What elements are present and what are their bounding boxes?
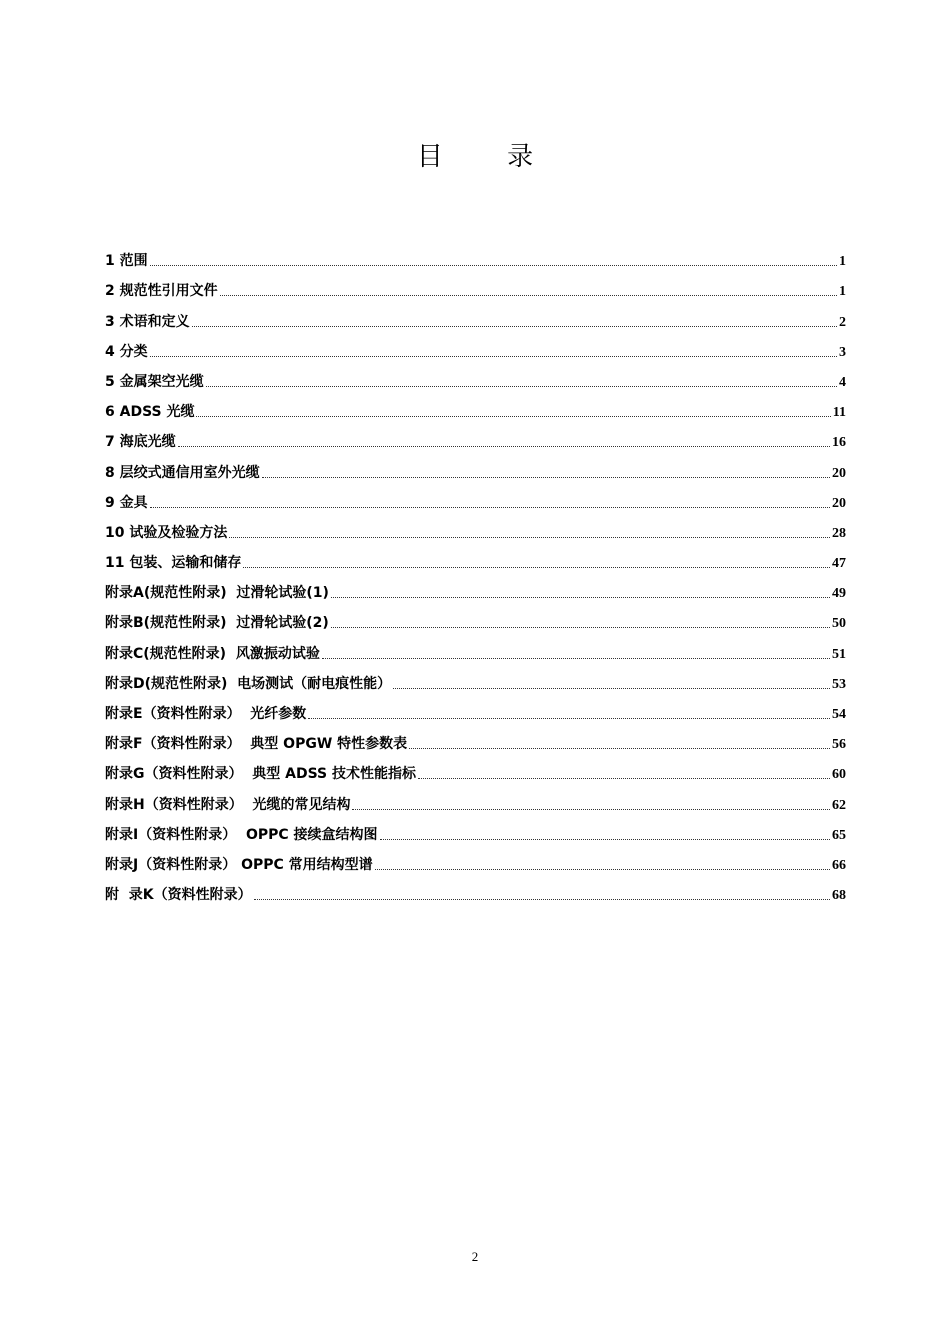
toc-leader-dots (380, 838, 830, 840)
toc-leader-dots (192, 325, 837, 327)
toc-entry-page: 68 (832, 888, 846, 904)
toc-leader-dots (331, 626, 830, 628)
toc-entry-page: 20 (832, 495, 846, 511)
toc-leader-dots (409, 747, 830, 749)
toc-leader-dots (150, 506, 830, 508)
toc-entry-page: 54 (832, 707, 846, 722)
toc-leader-dots (243, 566, 830, 568)
table-of-contents (105, 240, 846, 904)
toc-entry-page: 66 (832, 857, 846, 873)
toc-entry[interactable] (105, 512, 846, 542)
toc-entry[interactable] (105, 783, 846, 813)
toc-entry[interactable] (105, 632, 846, 662)
toc-entry-label: 附录H（资料性附录） 光缆的常见结构 (105, 796, 351, 813)
toc-entry-page: 60 (832, 767, 846, 783)
toc-entry-page: 2 (839, 314, 846, 330)
toc-entry-page: 50 (832, 616, 846, 632)
toc-entry-page: 3 (839, 344, 846, 360)
toc-entry[interactable] (105, 663, 846, 693)
toc-entry[interactable] (105, 844, 846, 874)
toc-entry[interactable] (105, 240, 846, 270)
toc-entry-page: 56 (832, 737, 846, 753)
toc-entry[interactable] (105, 874, 846, 904)
toc-entry-page: 1 (839, 284, 846, 300)
toc-entry-page: 1 (839, 254, 846, 270)
toc-entry[interactable] (105, 361, 846, 391)
toc-entry-label: 附录D(规范性附录) 电场测试（耐电痕性能） (105, 675, 392, 692)
toc-entry-label: 9 金具 (105, 494, 148, 511)
toc-entry-label: 4 分类 (105, 343, 148, 360)
toc-entry-label: 附录F（资料性附录） 典型 OPGW 特性参数表 (105, 736, 408, 753)
toc-leader-dots (375, 868, 830, 870)
toc-entry-page: 65 (832, 827, 846, 843)
toc-entry-label: 附录B(规范性附录) 过滑轮试验(2) (105, 615, 329, 632)
toc-entry-page: 11 (832, 405, 846, 421)
toc-entry-page: 4 (839, 374, 846, 390)
toc-entry-label: 6 ADSS 光缆 (105, 404, 195, 421)
toc-entry[interactable] (105, 270, 846, 300)
toc-entry[interactable] (105, 723, 846, 753)
toc-entry-label: 附录E（资料性附录） 光纤参数 (105, 706, 307, 722)
toc-leader-dots (206, 385, 837, 387)
toc-leader-dots (229, 536, 830, 538)
toc-leader-dots (196, 415, 830, 417)
toc-entry[interactable] (105, 482, 846, 512)
toc-entry-page: 16 (832, 435, 846, 451)
toc-entry[interactable] (105, 602, 846, 632)
toc-entry-label: 7 海底光缆 (105, 434, 176, 451)
toc-entry-label: 附录I（资料性附录） OPPC 接续盒结构图 (105, 826, 378, 843)
toc-leader-dots (262, 476, 830, 478)
toc-entry[interactable] (105, 814, 846, 844)
toc-leader-dots (220, 294, 837, 296)
toc-entry-label: 附录G（资料性附录） 典型 ADSS 技术性能指标 (105, 766, 416, 783)
toc-leader-dots (150, 355, 837, 357)
toc-leader-dots (331, 596, 830, 598)
toc-entry-label: 5 金属架空光缆 (105, 373, 204, 390)
toc-entry[interactable] (105, 331, 846, 361)
toc-entry[interactable] (105, 572, 846, 602)
toc-entry-label: 2 规范性引用文件 (105, 283, 218, 300)
toc-leader-dots (352, 808, 830, 810)
toc-entry-page: 51 (832, 646, 846, 662)
toc-leader-dots (178, 445, 830, 447)
toc-entry-page: 28 (832, 525, 846, 541)
toc-entry[interactable] (105, 542, 846, 572)
toc-entry-label: 10 试验及检验方法 (105, 524, 228, 541)
toc-entry-label: 11 包装、运输和储存 (105, 555, 242, 572)
toc-entry[interactable] (105, 391, 846, 421)
toc-entry-label: 附录C(规范性附录) 风激振动试验 (105, 645, 320, 662)
page-title: 目 录 (416, 142, 562, 172)
page-number-footer: 2 (471, 1249, 479, 1264)
toc-entry[interactable] (105, 421, 846, 451)
toc-entry[interactable] (105, 753, 846, 783)
toc-entry-page: 49 (832, 586, 846, 602)
toc-entry[interactable] (105, 300, 846, 330)
toc-entry-label: 附录A(规范性附录) 过滑轮试验(1) (105, 585, 329, 602)
toc-leader-dots (150, 264, 837, 266)
toc-entry-label: 3 术语和定义 (105, 313, 190, 330)
toc-entry-label: 1 范围 (105, 253, 148, 270)
toc-leader-dots (254, 898, 830, 900)
toc-entry[interactable] (105, 693, 846, 723)
toc-entry-page: 20 (832, 465, 846, 481)
toc-entry-label: 附 录K（资料性附录） (105, 887, 252, 904)
toc-entry-label: 附录J（资料性附录） OPPC 常用结构型谱 (105, 856, 373, 873)
toc-leader-dots (418, 777, 830, 779)
toc-leader-dots (308, 717, 830, 719)
toc-leader-dots (393, 687, 830, 689)
toc-entry[interactable] (105, 451, 846, 481)
toc-entry-page: 53 (832, 676, 846, 692)
toc-leader-dots (322, 657, 830, 659)
toc-entry-page: 62 (832, 797, 846, 813)
toc-entry-label: 8 层绞式通信用室外光缆 (105, 464, 260, 481)
toc-entry-page: 47 (832, 556, 846, 572)
